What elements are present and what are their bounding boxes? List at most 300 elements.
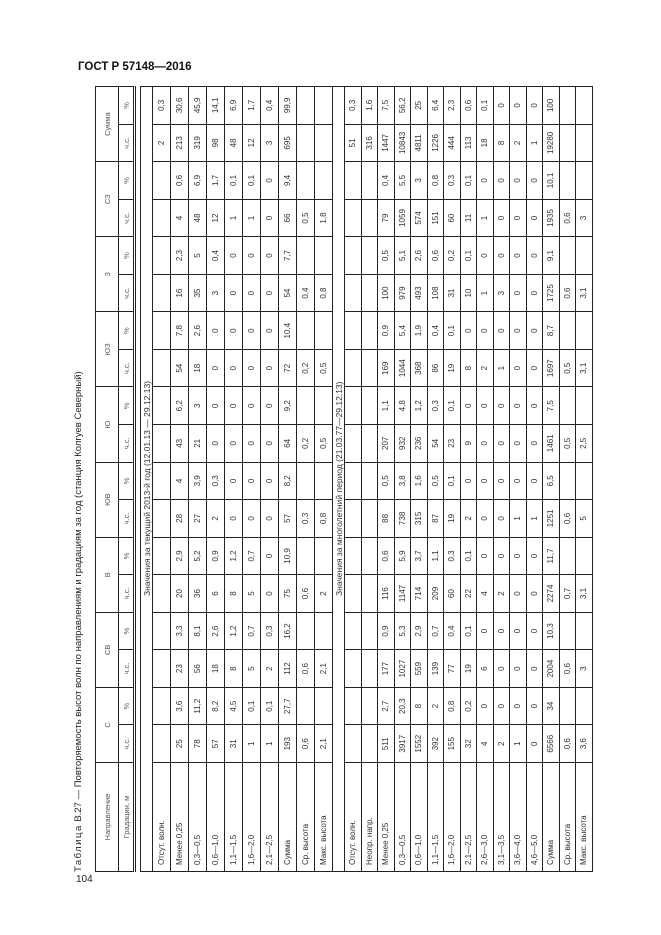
- count-cell: 5: [243, 650, 261, 688]
- count-cell: 1697: [543, 349, 560, 387]
- count-cell: 169: [378, 349, 395, 387]
- percent-cell: 4,8: [394, 387, 411, 425]
- percent-cell: 2,6: [411, 237, 428, 275]
- count-cell: 2,1: [315, 725, 333, 763]
- count-cell: 0,8: [315, 500, 333, 538]
- count-cell: 319: [189, 124, 207, 162]
- percent-cell: 3,8: [394, 462, 411, 500]
- count-cell: 19: [444, 349, 461, 387]
- percent-cell: 0,1: [460, 612, 477, 650]
- count-cell: 3: [207, 274, 225, 312]
- count-cell: 0,3: [297, 500, 315, 538]
- row-label: 2,1—2,5: [261, 763, 279, 872]
- count-cell: [345, 575, 362, 613]
- count-cell: 112: [279, 650, 297, 688]
- count-cell: 6: [477, 650, 494, 688]
- table-row: [297, 87, 315, 872]
- table-row: [576, 87, 593, 872]
- count-cell: 3,6: [576, 725, 593, 763]
- count-cell: 0,4: [297, 274, 315, 312]
- count-cell: 0: [493, 500, 510, 538]
- percent-cell: 0: [493, 87, 510, 125]
- count-cell: 8: [225, 575, 243, 613]
- count-cell: 493: [411, 274, 428, 312]
- count-cell: 5: [576, 500, 593, 538]
- percent-cell: 0: [526, 687, 543, 725]
- count-cell: 1461: [543, 425, 560, 463]
- count-cell: [315, 124, 333, 162]
- table-row: [345, 87, 362, 872]
- percent-cell: 0,5: [378, 462, 395, 500]
- percent-cell: 9,4: [279, 162, 297, 200]
- count-cell: 0,2: [297, 349, 315, 387]
- count-cell: 2004: [543, 650, 560, 688]
- count-cell: 1: [477, 199, 494, 237]
- percent-cell: [297, 237, 315, 275]
- percent-cell: 0,6: [171, 162, 189, 200]
- count-cell: 0: [261, 575, 279, 613]
- percent-cell: 7,5: [543, 387, 560, 425]
- count-cell: 151: [427, 199, 444, 237]
- percent-cell: [315, 312, 333, 350]
- count-cell: 0,6: [559, 274, 576, 312]
- percent-cell: 0,1: [243, 687, 261, 725]
- row-label: 0,3—0,5: [189, 763, 207, 872]
- percent-cell: [153, 687, 171, 725]
- count-cell: 64: [279, 425, 297, 463]
- count-cell: 0,5: [297, 199, 315, 237]
- percent-cell: 100: [543, 87, 560, 125]
- section-title-row: [141, 87, 153, 872]
- percent-cell: 0,6: [427, 237, 444, 275]
- percent-cell: [297, 162, 315, 200]
- row-label: 1,6—2,0: [243, 763, 261, 872]
- count-subheader: ч.с.: [119, 274, 135, 312]
- count-cell: 193: [279, 725, 297, 763]
- table-row: [153, 87, 171, 872]
- caption-prefix: Таблица: [73, 824, 84, 872]
- count-cell: 155: [444, 725, 461, 763]
- count-cell: 979: [394, 274, 411, 312]
- count-cell: 0: [510, 274, 527, 312]
- percent-cell: 5,2: [189, 537, 207, 575]
- count-cell: 0,7: [559, 575, 576, 613]
- percent-cell: [361, 162, 378, 200]
- count-cell: 207: [378, 425, 395, 463]
- count-cell: 25: [171, 725, 189, 763]
- count-subheader: ч.с.: [119, 349, 135, 387]
- count-cell: 4811: [411, 124, 428, 162]
- percent-cell: 0,3: [207, 462, 225, 500]
- count-cell: [345, 425, 362, 463]
- percent-cell: 1,7: [207, 162, 225, 200]
- percent-cell: 0: [526, 162, 543, 200]
- percent-cell: 0,4: [207, 237, 225, 275]
- percent-cell: [315, 387, 333, 425]
- document-code-header: ГОСТ Р 57148—2016: [78, 61, 192, 73]
- count-cell: 77: [444, 650, 461, 688]
- percent-cell: [559, 312, 576, 350]
- count-cell: 2: [315, 575, 333, 613]
- count-cell: 4: [477, 725, 494, 763]
- percent-cell: [576, 537, 593, 575]
- percent-cell: 16,2: [279, 612, 297, 650]
- percent-cell: 0: [493, 237, 510, 275]
- row-label: Менее 0,25: [171, 763, 189, 872]
- percent-cell: 3: [411, 162, 428, 200]
- count-cell: 72: [279, 349, 297, 387]
- count-cell: 35: [189, 274, 207, 312]
- percent-cell: 0,4: [444, 612, 461, 650]
- count-cell: 88: [378, 500, 395, 538]
- count-cell: 6566: [543, 725, 560, 763]
- count-cell: 1: [243, 199, 261, 237]
- count-cell: 1059: [394, 199, 411, 237]
- count-cell: 2,1: [315, 650, 333, 688]
- percent-cell: 0: [526, 387, 543, 425]
- count-cell: 3,1: [576, 349, 593, 387]
- percent-cell: 30,6: [171, 87, 189, 125]
- percent-cell: 9,1: [543, 237, 560, 275]
- percent-cell: [361, 462, 378, 500]
- count-cell: 559: [411, 650, 428, 688]
- percent-cell: [315, 162, 333, 200]
- count-cell: 0: [225, 274, 243, 312]
- count-cell: 113: [460, 124, 477, 162]
- count-cell: 2: [153, 124, 171, 162]
- percent-subheader: %: [119, 387, 135, 425]
- count-cell: 1725: [543, 274, 560, 312]
- percent-cell: [576, 87, 593, 125]
- count-cell: 0: [261, 199, 279, 237]
- count-cell: 316: [361, 124, 378, 162]
- percent-cell: 0,7: [427, 612, 444, 650]
- section-title: Значения за многолетний период (21.03.77—29.12.13): [333, 87, 345, 872]
- percent-cell: 0: [207, 387, 225, 425]
- count-cell: [153, 425, 171, 463]
- percent-cell: [345, 612, 362, 650]
- count-subheader: ч.с.: [119, 500, 135, 538]
- count-cell: [153, 349, 171, 387]
- count-cell: 60: [444, 575, 461, 613]
- percent-cell: 0,7: [243, 537, 261, 575]
- percent-cell: 0,8: [427, 162, 444, 200]
- percent-cell: [315, 612, 333, 650]
- row-label: 4,6—5,0: [526, 763, 543, 872]
- percent-cell: [576, 237, 593, 275]
- table-row: [493, 87, 510, 872]
- percent-cell: 0: [510, 612, 527, 650]
- percent-cell: 0: [526, 312, 543, 350]
- percent-cell: 2,9: [411, 612, 428, 650]
- percent-cell: 5,5: [394, 162, 411, 200]
- count-cell: 75: [279, 575, 297, 613]
- percent-cell: [345, 462, 362, 500]
- count-cell: 1027: [394, 650, 411, 688]
- count-cell: 1,8: [315, 199, 333, 237]
- count-cell: 0: [243, 500, 261, 538]
- percent-cell: 0,8: [444, 687, 461, 725]
- percent-cell: [345, 537, 362, 575]
- count-cell: 0: [510, 199, 527, 237]
- count-cell: [361, 425, 378, 463]
- table-row: [261, 87, 279, 872]
- percent-cell: 0,1: [261, 687, 279, 725]
- percent-cell: 0: [493, 537, 510, 575]
- percent-cell: 0: [493, 687, 510, 725]
- percent-cell: [315, 537, 333, 575]
- count-cell: 2: [493, 575, 510, 613]
- count-cell: 0: [261, 349, 279, 387]
- row-label: 3,6—4,0: [510, 763, 527, 872]
- percent-cell: 0: [243, 462, 261, 500]
- direction-header: СЗ: [96, 162, 119, 237]
- percent-cell: [559, 162, 576, 200]
- count-cell: 0: [526, 425, 543, 463]
- percent-cell: 0: [526, 462, 543, 500]
- count-cell: 0: [243, 349, 261, 387]
- percent-cell: 3,7: [411, 537, 428, 575]
- count-cell: 0: [526, 274, 543, 312]
- percent-cell: 0,1: [460, 237, 477, 275]
- count-cell: 12: [243, 124, 261, 162]
- count-cell: 0,6: [559, 500, 576, 538]
- table-row: [427, 87, 444, 872]
- row-label: 1,1—1,5: [225, 763, 243, 872]
- percent-cell: 0: [477, 237, 494, 275]
- table-caption: [73, 371, 84, 872]
- count-cell: 54: [279, 274, 297, 312]
- percent-cell: [559, 687, 576, 725]
- percent-cell: 0: [261, 462, 279, 500]
- count-cell: [153, 199, 171, 237]
- count-cell: 0: [477, 425, 494, 463]
- percent-subheader: %: [119, 237, 135, 275]
- table-row: [411, 87, 428, 872]
- count-cell: 0,6: [559, 199, 576, 237]
- count-cell: [345, 349, 362, 387]
- percent-cell: 6,2: [171, 387, 189, 425]
- percent-cell: 0: [243, 312, 261, 350]
- table-row: [171, 87, 189, 872]
- percent-cell: 0: [510, 312, 527, 350]
- percent-cell: 0,1: [460, 537, 477, 575]
- row-label: Менее 0,25: [378, 763, 395, 872]
- percent-cell: 0: [207, 312, 225, 350]
- count-cell: 1: [526, 124, 543, 162]
- percent-cell: 0: [493, 612, 510, 650]
- count-cell: 1: [526, 500, 543, 538]
- count-cell: 0,2: [297, 425, 315, 463]
- count-cell: 1447: [378, 124, 395, 162]
- table-row: [243, 87, 261, 872]
- direction-header: СВ: [96, 612, 119, 687]
- percent-cell: 0: [526, 237, 543, 275]
- percent-cell: 8,1: [189, 612, 207, 650]
- direction-header: ЮВ: [96, 462, 119, 537]
- count-subheader: ч.с.: [119, 650, 135, 688]
- count-cell: 2274: [543, 575, 560, 613]
- percent-cell: 0,9: [378, 312, 395, 350]
- percent-cell: [576, 387, 593, 425]
- percent-cell: 0,4: [261, 87, 279, 125]
- count-cell: 31: [225, 725, 243, 763]
- count-cell: 56: [189, 650, 207, 688]
- count-cell: 0: [207, 349, 225, 387]
- percent-cell: [153, 237, 171, 275]
- count-cell: 32: [460, 725, 477, 763]
- row-label: 2,6—3,0: [477, 763, 494, 872]
- percent-cell: [559, 537, 576, 575]
- count-cell: 6: [207, 575, 225, 613]
- count-cell: [576, 124, 593, 162]
- percent-cell: 25: [411, 87, 428, 125]
- count-cell: 932: [394, 425, 411, 463]
- percent-cell: [576, 162, 593, 200]
- percent-cell: [576, 612, 593, 650]
- count-cell: 3: [576, 199, 593, 237]
- count-cell: [345, 500, 362, 538]
- percent-cell: 0,5: [427, 462, 444, 500]
- count-cell: [153, 650, 171, 688]
- percent-cell: 0: [261, 312, 279, 350]
- percent-cell: 0: [225, 387, 243, 425]
- percent-cell: 0,4: [427, 312, 444, 350]
- count-cell: 2: [510, 124, 527, 162]
- count-cell: [345, 199, 362, 237]
- percent-cell: 27,7: [279, 687, 297, 725]
- percent-cell: [153, 462, 171, 500]
- count-cell: 48: [189, 199, 207, 237]
- percent-cell: 6,5: [543, 462, 560, 500]
- wave-height-table: [95, 86, 593, 872]
- percent-cell: 10,1: [543, 162, 560, 200]
- percent-cell: [559, 387, 576, 425]
- row-label: 0,6—1,0: [411, 763, 428, 872]
- row-label: 1,1—1,5: [427, 763, 444, 872]
- direction-label: Направление: [96, 763, 119, 872]
- percent-cell: 5,3: [394, 612, 411, 650]
- count-cell: 8: [225, 650, 243, 688]
- percent-cell: 1,1: [427, 537, 444, 575]
- percent-cell: 56,2: [394, 87, 411, 125]
- direction-header: З: [96, 237, 119, 312]
- count-cell: 574: [411, 199, 428, 237]
- count-cell: 21: [189, 425, 207, 463]
- count-cell: 1: [477, 274, 494, 312]
- count-cell: 0: [225, 349, 243, 387]
- percent-cell: 0,1: [225, 162, 243, 200]
- percent-cell: [297, 537, 315, 575]
- percent-cell: 8: [411, 687, 428, 725]
- percent-cell: [361, 612, 378, 650]
- count-cell: 714: [411, 575, 428, 613]
- percent-cell: 0: [243, 237, 261, 275]
- count-cell: 100: [378, 274, 395, 312]
- table-row: [460, 87, 477, 872]
- percent-cell: 0,4: [378, 162, 395, 200]
- count-cell: 31: [444, 274, 461, 312]
- header-row-directions: [96, 87, 119, 872]
- percent-cell: 1,9: [411, 312, 428, 350]
- percent-cell: 7,8: [171, 312, 189, 350]
- count-cell: 16: [171, 274, 189, 312]
- count-cell: [153, 274, 171, 312]
- percent-cell: 1,1: [378, 387, 395, 425]
- percent-cell: 0: [477, 687, 494, 725]
- percent-cell: [153, 312, 171, 350]
- percent-cell: [315, 462, 333, 500]
- percent-cell: 0: [526, 612, 543, 650]
- row-label: 2,1—2,5: [460, 763, 477, 872]
- count-cell: [361, 725, 378, 763]
- percent-cell: 0,5: [378, 237, 395, 275]
- percent-cell: 9,2: [279, 387, 297, 425]
- percent-cell: 8,2: [279, 462, 297, 500]
- count-cell: 86: [427, 349, 444, 387]
- count-cell: 209: [427, 575, 444, 613]
- percent-subheader: %: [119, 687, 135, 725]
- percent-cell: 5,4: [394, 312, 411, 350]
- percent-cell: 0: [510, 537, 527, 575]
- row-label: Ср. высота: [297, 763, 315, 872]
- count-cell: 0: [207, 425, 225, 463]
- count-cell: 54: [427, 425, 444, 463]
- percent-cell: [345, 312, 362, 350]
- percent-cell: 0,3: [153, 87, 171, 125]
- count-cell: 10843: [394, 124, 411, 162]
- percent-cell: [576, 687, 593, 725]
- percent-cell: 2,3: [444, 87, 461, 125]
- count-cell: 3: [493, 274, 510, 312]
- count-cell: [361, 650, 378, 688]
- percent-cell: 0,9: [378, 612, 395, 650]
- percent-cell: 14,1: [207, 87, 225, 125]
- count-cell: 19: [460, 650, 477, 688]
- percent-cell: [297, 312, 315, 350]
- percent-cell: [153, 612, 171, 650]
- count-cell: 0: [493, 650, 510, 688]
- row-label: Ср. высота: [559, 763, 576, 872]
- count-cell: 36: [189, 575, 207, 613]
- count-cell: 0,6: [297, 650, 315, 688]
- percent-cell: [361, 312, 378, 350]
- count-cell: 9: [460, 425, 477, 463]
- count-cell: 315: [411, 500, 428, 538]
- percent-cell: 0,2: [444, 237, 461, 275]
- percent-cell: 0: [493, 312, 510, 350]
- count-cell: 116: [378, 575, 395, 613]
- table-row: [207, 87, 225, 872]
- gradation-label: Градации, м: [119, 763, 135, 872]
- header-row-units: [119, 87, 135, 872]
- percent-subheader: %: [119, 537, 135, 575]
- count-cell: 87: [427, 500, 444, 538]
- percent-cell: 6,9: [225, 87, 243, 125]
- count-cell: 18: [207, 650, 225, 688]
- count-cell: 0,5: [315, 425, 333, 463]
- count-cell: 3,1: [576, 274, 593, 312]
- percent-subheader: %: [119, 312, 135, 350]
- percent-cell: [153, 387, 171, 425]
- percent-subheader: %: [119, 87, 135, 125]
- count-cell: 1552: [411, 725, 428, 763]
- percent-cell: [315, 237, 333, 275]
- count-cell: 0: [477, 500, 494, 538]
- count-cell: 0: [243, 425, 261, 463]
- row-label: Макс. высота: [315, 763, 333, 872]
- percent-cell: 2,9: [171, 537, 189, 575]
